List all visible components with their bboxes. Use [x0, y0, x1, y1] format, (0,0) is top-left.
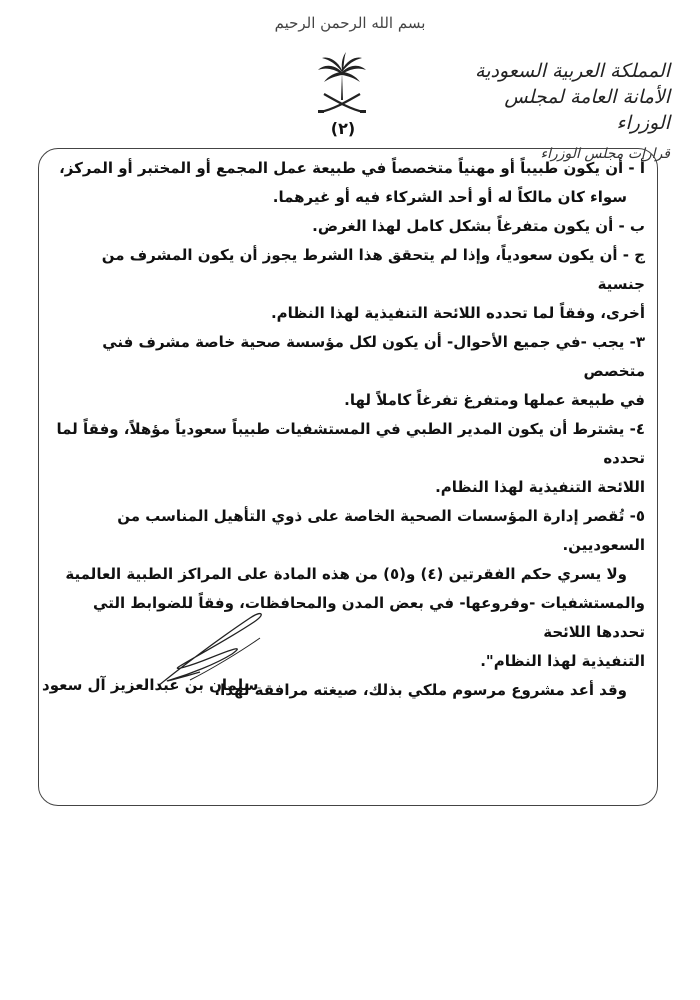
- kingdom-name: المملكة العربية السعودية: [475, 60, 670, 82]
- item-a-line1: أ - أن يكون طبيباً أو مهنياً متخصصاً في طبيعة عمل المجمع أو المختبر أو المركز،: [59, 159, 645, 177]
- signer-name: سلمان بن عبدالعزيز آل سعود: [42, 676, 259, 694]
- item-4-line1: ٤- يشترط أن يكون المدير الطبي في المستشفيات طبيباً سعودياً مؤهلاً، وفقاً لما تحدده: [56, 420, 645, 467]
- document-category: قرارات مجلس الوزراء: [540, 146, 670, 162]
- secretariat-name: الأمانة العامة لمجلس الوزراء: [504, 86, 670, 134]
- letterhead: [0, 0, 700, 162]
- item-b: ب - أن يكون متفرغاً بشكل كامل لهذا الغرض.: [312, 217, 645, 235]
- paragraph-line3: التنفيذية لهذا النظام".: [480, 652, 645, 670]
- item-c-line1: ج - أن يكون سعودياً، وإذا لم يتحقق هذا الشرط يجوز أن يكون المشرف من جنسية: [101, 246, 645, 293]
- palm-and-swords-emblem-icon: [310, 50, 374, 120]
- item-c-line2: أخرى، وفقاً لما تحدده اللائحة التنفيذية لهذا النظام.: [270, 304, 645, 322]
- item-5: ٥- تُقصر إدارة المؤسسات الصحية الخاصة على ذوي التأهيل المناسب من السعوديين.: [117, 507, 645, 554]
- page-number: (٢): [330, 119, 356, 138]
- item-a-line2: سواء كان مالكاً له أو أحد الشركاء فيه أو غيرهما.: [272, 188, 627, 206]
- closing-statement: وقد أعد مشروع مرسوم ملكي بذلك، صيغته مرافقة لهذا.: [214, 681, 627, 699]
- item-4-line2: اللائحة التنفيذية لهذا النظام.: [435, 478, 645, 496]
- item-3-line2: في طبيعة عملها ومتفرغ تفرغاً كاملاً لها.: [344, 391, 645, 409]
- basmala: بسم الله الرحمن الرحيم: [274, 14, 426, 32]
- paragraph-line1: ولا يسري حكم الفقرتين (٤) و(٥) من هذه المادة على المراكز الطبية العالمية: [65, 565, 627, 583]
- item-3-line1: ٣- يجب -في جميع الأحوال- أن يكون لكل مؤسسة صحية خاصة مشرف فني متخصص: [102, 333, 645, 380]
- document-body: [55, 154, 645, 705]
- paragraph-line2: والمستشفيات -وفروعها- في بعض المدن والمحافظات، وفقاً للضوابط التي تحددها اللائحة: [93, 594, 645, 641]
